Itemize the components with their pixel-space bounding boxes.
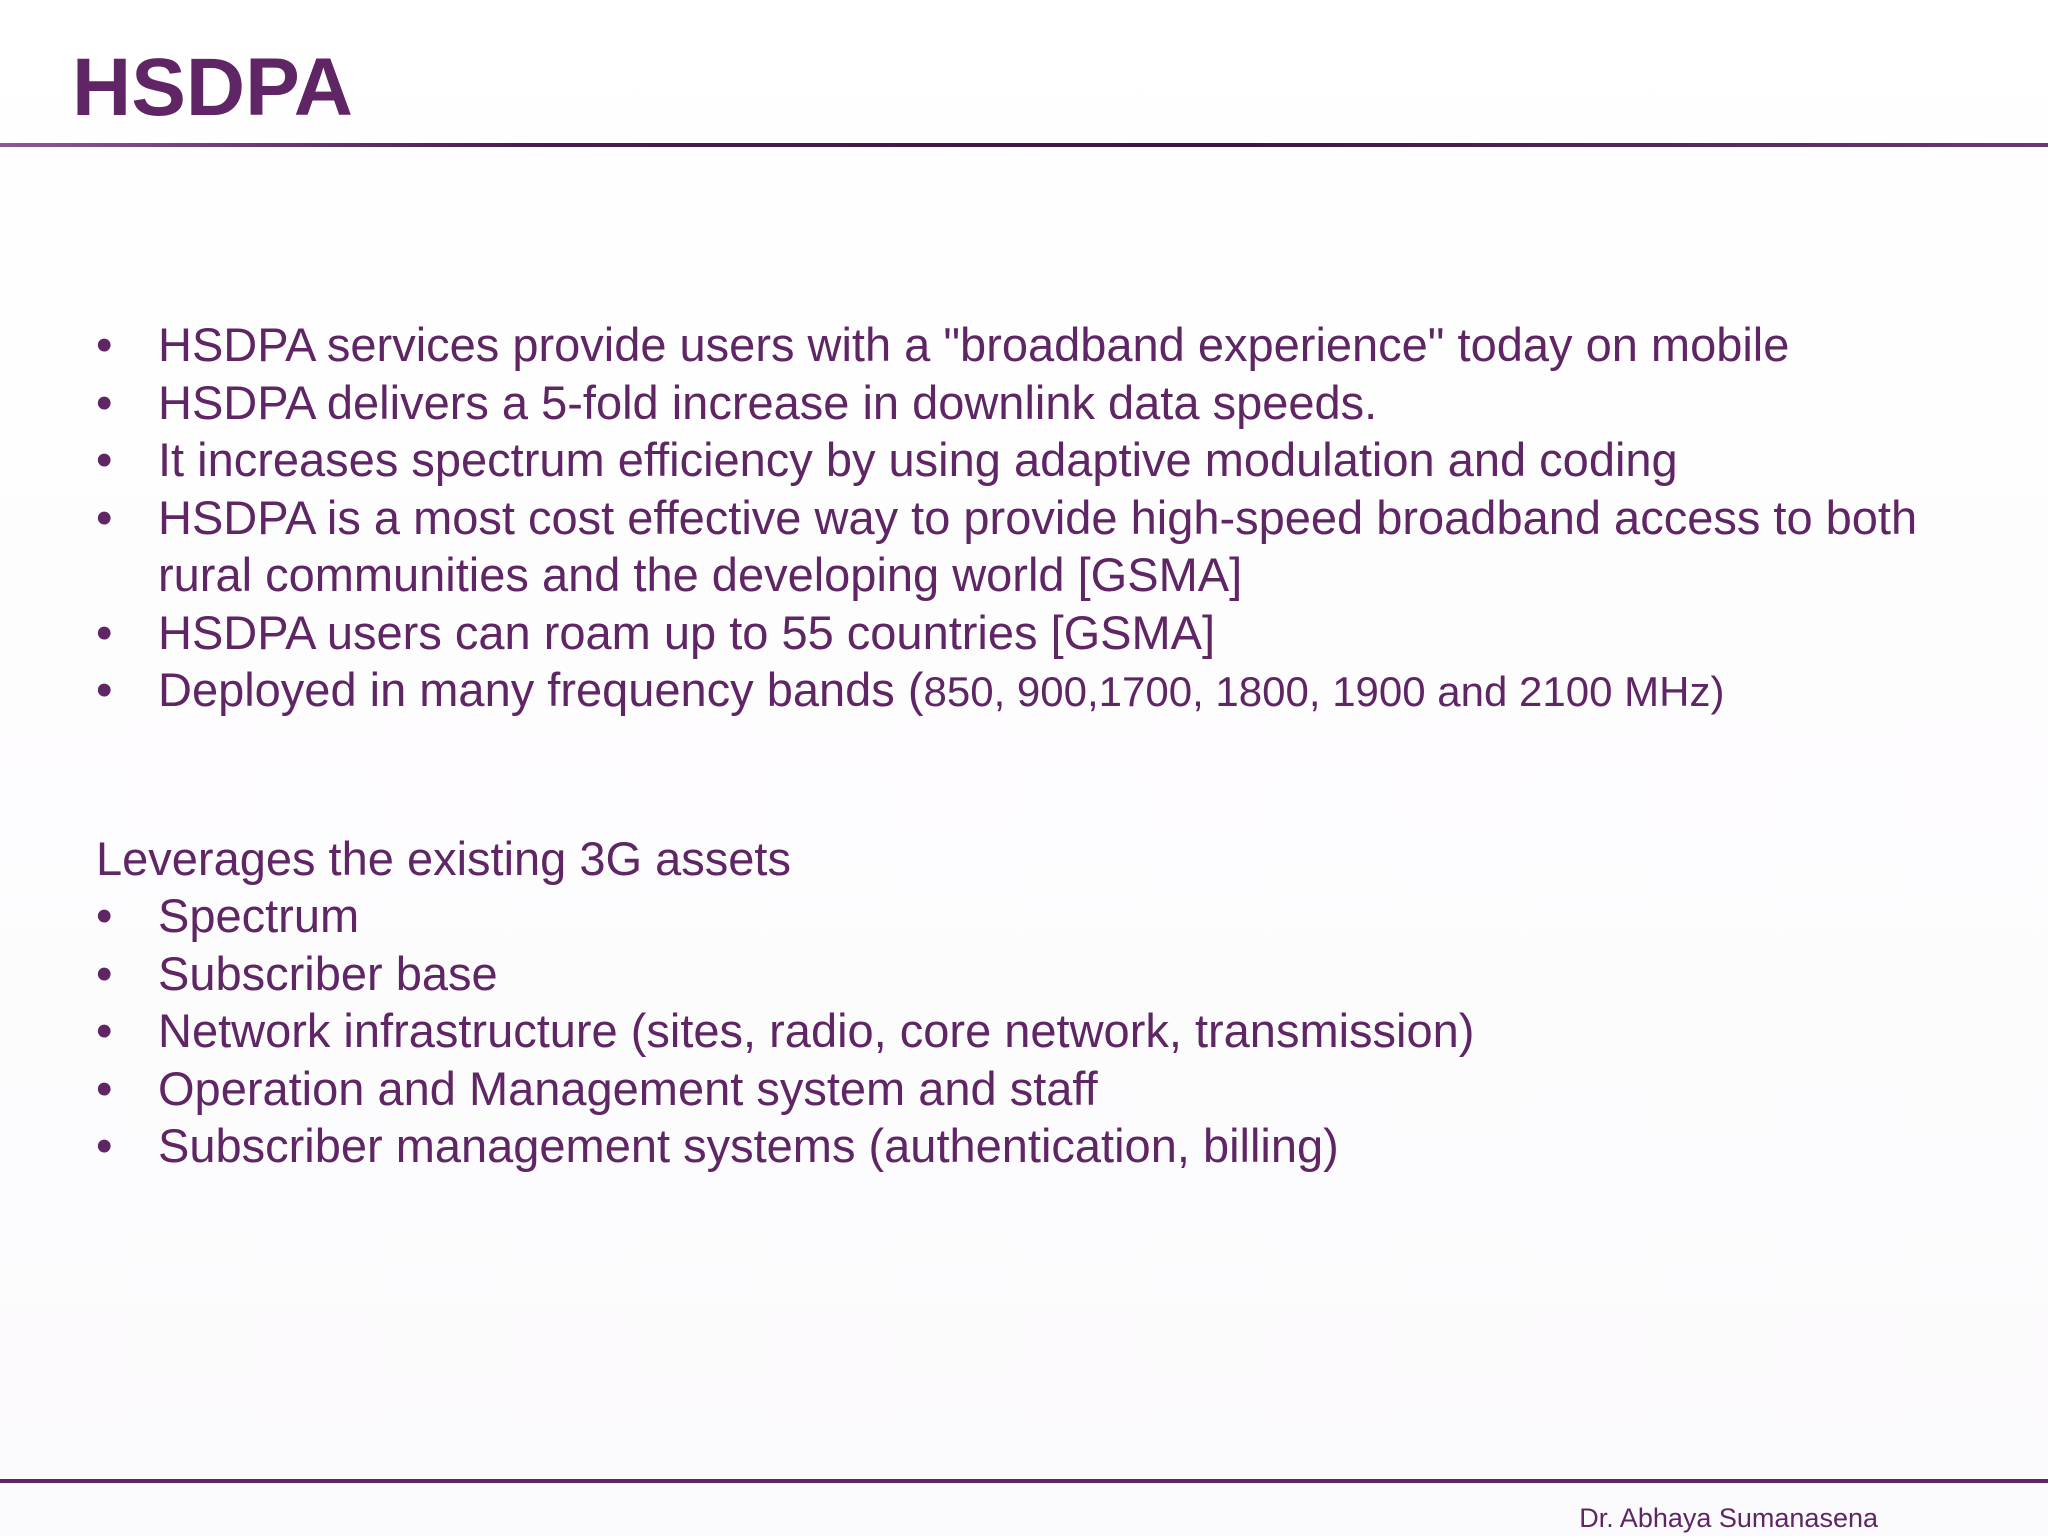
- bullet-text: Spectrum: [158, 889, 360, 942]
- bullet-text: HSDPA is a most cost effective way to provide high-speed broadband access to both rural communities and the developing world [GSMA]: [158, 490, 1918, 601]
- list-item: [96, 489, 1976, 604]
- bullet-glyph: •: [96, 663, 113, 716]
- bullet-glyph: •: [96, 605, 113, 659]
- bullet-glyph: •: [96, 1004, 113, 1057]
- bullet-glyph: •: [96, 1061, 113, 1115]
- footer-author: Dr. Abhaya Sumanasena: [1579, 1503, 1878, 1533]
- key-points-list: [96, 316, 1976, 721]
- list-item: [96, 1060, 1976, 1118]
- list-item: [96, 887, 1976, 945]
- bullet-text: HSDPA delivers a 5-fold increase in downlink data speeds.: [158, 375, 1378, 429]
- footer-rule: [0, 1479, 2048, 1483]
- frequency-bands-text: 850, 900,1700, 1800, 1900 and 2100 MHz): [923, 668, 1725, 715]
- assets-list: [96, 887, 1976, 1175]
- list-item: [96, 374, 1976, 432]
- bullet-text: HSDPA users can roam up to 55 countries [GSMA]: [158, 605, 1216, 659]
- bullet-glyph: •: [96, 375, 113, 429]
- bullet-text: HSDPA services provide users with a "broadband experience" today on mobile: [158, 318, 1790, 371]
- bullet-text: It increases spectrum efficiency by using adaptive modulation and coding: [158, 433, 1678, 486]
- section-heading: Leverages the existing 3G assets: [96, 832, 791, 885]
- list-item: [96, 431, 1976, 489]
- list-item: [96, 1117, 1976, 1175]
- bullet-glyph: •: [96, 490, 113, 544]
- bullet-text: Operation and Management system and staff: [158, 1061, 1098, 1115]
- list-item: [96, 1002, 1976, 1060]
- bullet-glyph: •: [96, 318, 113, 371]
- list-item: [96, 945, 1976, 1003]
- list-item: [96, 604, 1976, 662]
- bullet-glyph: •: [96, 433, 113, 486]
- slide-title: HSDPA: [72, 42, 353, 133]
- bullet-glyph: •: [96, 1119, 113, 1172]
- bullet-text: Network infrastructure (sites, radio, core network, transmission): [158, 1004, 1475, 1057]
- bullet-glyph: •: [96, 889, 113, 942]
- bullet-text: Deployed in many frequency bands (: [158, 663, 924, 716]
- title-underline: [0, 143, 2048, 147]
- bullet-text: Subscriber base: [158, 946, 498, 1000]
- bullet-text: Subscriber management systems (authentication, billing): [158, 1119, 1339, 1172]
- list-item: [96, 661, 1976, 721]
- list-item: [96, 316, 1976, 374]
- bullet-glyph: •: [96, 946, 113, 1000]
